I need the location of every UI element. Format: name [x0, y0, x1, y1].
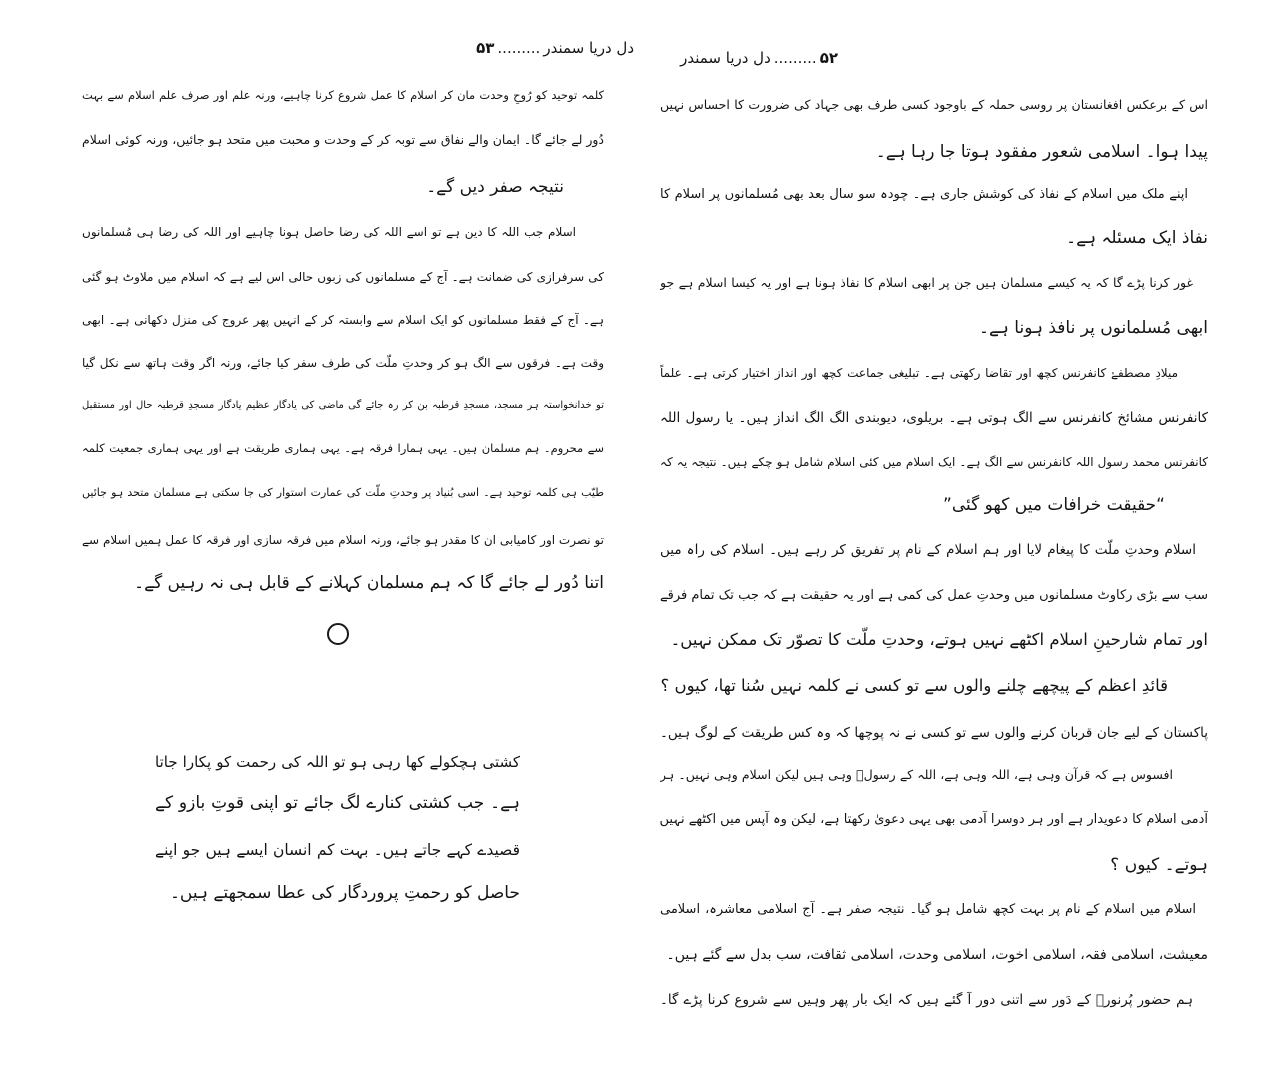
- text-line: افسوس ہے کہ قرآن وہی ہے، اللہ وہی ہے، اللہ کے رسولؐ وہی ہیں لیکن اسلام وہی نہیں۔ ہر: [660, 767, 1173, 782]
- text-line: اور تمام شارحینِ اسلام اکٹھے نہیں ہوتے، وحدتِ ملّت کا تصوّر تک ممکن نہیں۔: [670, 630, 1208, 649]
- quote-line: ہے۔ جب کشتی کنارے لگ جائے تو اپنی قوتِ بازو کے: [155, 793, 520, 813]
- text-line: اس کے برعکس افغانستان پر روسی حملہ کے باوجود کسی طرف بھی جہاد کی ضرورت کا احساس نہیں: [660, 97, 1208, 112]
- right-header-dots: .........: [773, 49, 817, 67]
- text-line: نتیجہ صفر دیں گے۔: [426, 177, 564, 197]
- text-line: اتنا دُور لے جائے گا کہ ہم مسلمان کہلانے کے قابل ہی نہ رہیں گے۔: [134, 573, 604, 593]
- text-line: ہم حضور پُرنورؐ کے دَور سے اتنی دور آ گئے ہیں کہ ایک بار پھر وہیں سے شروع کرنا پڑے گا۔: [660, 992, 1193, 1008]
- text-line: طیّب ہی کلمہ توحید ہے۔ اسی بُنیاد پر وحدتِ ملّت کی عمارت استوار کی جا سکتی ہے مسلمان متحد ہو جائیں: [82, 486, 604, 499]
- text-line: کانفرنس محمد رسول اللہ کانفرنس سے الگ ہے۔ ایک اسلام میں کئی اسلام شامل ہو چکے ہیں۔ نتیجہ یہ کہ: [660, 455, 1208, 469]
- right-page-number: ۵۲: [819, 49, 838, 67]
- left-page-number: ۵۳: [476, 39, 495, 57]
- text-line: ہوتے۔ کیوں ؟: [1110, 855, 1208, 875]
- right-header-title: دل دریا سمندر: [680, 49, 771, 67]
- text-line: وقت ہے۔ فرقوں سے الگ ہو کر وحدتِ ملّت کی طرف سفر کیا جائے، ورنہ اگر وقت ہاتھ سے نکل گیا: [82, 356, 604, 370]
- quote-line: کشتی ہچکولے کھا رہی ہو تو اللہ کی رحمت کو پکارا جاتا: [155, 753, 520, 771]
- text-line: غور کرنا پڑے گا کہ یہ کیسے مسلمان ہیں جن پر ابھی اسلام کا نفاذ ہونا ہے اور یہ کیسا اسلام ہے جو: [660, 275, 1193, 290]
- text-line: اسلام وحدتِ ملّت کا پیغام لایا اور ہم اسلام کے نام پر تفریق کر رہے ہیں۔ اسلام کی راہ میں: [660, 542, 1196, 558]
- right-page: [660, 0, 1208, 1080]
- text-line: اپنے ملک میں اسلام کے نفاذ کی کوشش جاری ہے۔ چودہ سو سال بعد بھی مُسلمانوں پر اسلام کا: [660, 187, 1188, 202]
- text-line: ہے۔ آج کے فقط مسلمانوں کو ایک اسلام سے وابستہ کر کے انہیں پھر عروج کی منزل دکھانی ہے۔ ابھی: [82, 313, 604, 327]
- text-line: ابھی مُسلمانوں پر نافذ ہونا ہے۔: [979, 318, 1208, 338]
- text-line: تو نصرت اور کامیابی ان کا مقدر ہو جائے، ورنہ اسلام میں فرقہ سازی اور فرقہ کا عمل ہمیں اسلام سے: [82, 533, 604, 547]
- text-line: میلادِ مصطفےٰ کانفرنس کچھ اور تقاضا رکھتی ہے۔ تبلیغی جماعت کچھ اور انداز اختیار کرتی ہے۔ علماً: [660, 366, 1178, 380]
- quote-line: قصیدے کہے جاتے ہیں۔ بہت کم انسان ایسے ہیں جو اپنے: [155, 841, 520, 859]
- quoted-verse: “حقیقت خرافات میں کھو گئی”: [943, 495, 1165, 515]
- text-line: تو خدانخواستہ ہر مسجد، مسجدِ قرطبہ بن کر رہ جائے گی ماضی کی یادگار عظیم یادگار مسجدِ قرطبہ حال اور مستقبل: [82, 400, 604, 411]
- text-line: اسلام میں اسلام کے نام پر بہت کچھ شامل ہو گیا۔ نتیجہ صفر ہے۔ آج اسلامی معاشرہ، اسلامی: [660, 902, 1196, 917]
- text-line: کانفرنس مشائخ کانفرنس سے الگ ہوتی ہے۔ بریلوی، دیوبندی الگ الگ انداز ہیں۔ یا رسول اللہ: [660, 410, 1208, 426]
- text-line: کی سرفرازی کی ضمانت ہے۔ آج کے مسلمانوں کی زبوں حالی اس لیے ہے کہ اسلام میں ملاوٹ ہو گئی: [82, 270, 604, 284]
- text-line: پیدا ہوا۔ اسلامی شعور مفقود ہوتا جا رہا ہے۔: [875, 142, 1208, 162]
- text-line: معیشت، اسلامی فقہ، اسلامی اخوت، اسلامی وحدت، اسلامی ثقافت، سب بدل سے گئے ہیں۔: [666, 947, 1208, 963]
- text-line: سے محروم۔ ہم مسلمان ہیں۔ یہی ہمارا فرقہ ہے۔ یہی ہماری طریقت ہے اور یہی ہماری جمعیت کلمہ: [82, 441, 604, 455]
- text-line: کلمہ توحید کو رُوحِ وحدت مان کر اسلام کا عمل شروع کرنا چاہیے، ورنہ علم اور صرف علم اسلام سے بہت: [82, 88, 604, 102]
- left-header-title: دل دریا سمندر: [543, 39, 634, 57]
- text-line: سب سے بڑی رکاوٹ مسلمانوں میں وحدتِ عمل کی کمی ہے اور یہ حقیقت ہے کہ جب تک تمام فرقے: [660, 588, 1208, 603]
- quotation-block: [155, 0, 520, 1080]
- text-line: دُور لے جائے گا۔ ایمان والے نفاق سے توبہ کر کے وحدت و محبت میں متحد ہو جائیں، ورنہ کوئی اسلام: [82, 132, 604, 147]
- text-line: قائدِ اعظم کے پیچھے چلنے والوں سے تو کسی نے کلمہ نہیں سُنا تھا، کیوں ؟: [660, 676, 1168, 695]
- text-line: پاکستان کے لیے جان قربان کرنے والوں سے تو کسی نے نہ پوچھا کہ وہ کس طریقت کے لوگ ہیں۔: [660, 725, 1208, 741]
- left-header-dots: .........: [497, 39, 541, 57]
- text-line: آدمی اسلام کا دعویدار ہے اور ہر دوسرا آدمی بھی یہی دعویٰ رکھتا ہے، لیکن وہ آپس میں اکٹھے نہیں: [660, 812, 1208, 827]
- text-line: اسلام جب اللہ کا دین ہے تو اسے اللہ کی رضا حاصل ہونا چاہیے اور اللہ کی رضا ہی مُسلمانوں: [82, 225, 576, 239]
- text-line: نفاذ ایک مسئلہ ہے۔: [1066, 228, 1208, 248]
- quote-line: حاصل کو رحمتِ پروردگار کی عطا سمجھتے ہیں۔: [169, 883, 520, 903]
